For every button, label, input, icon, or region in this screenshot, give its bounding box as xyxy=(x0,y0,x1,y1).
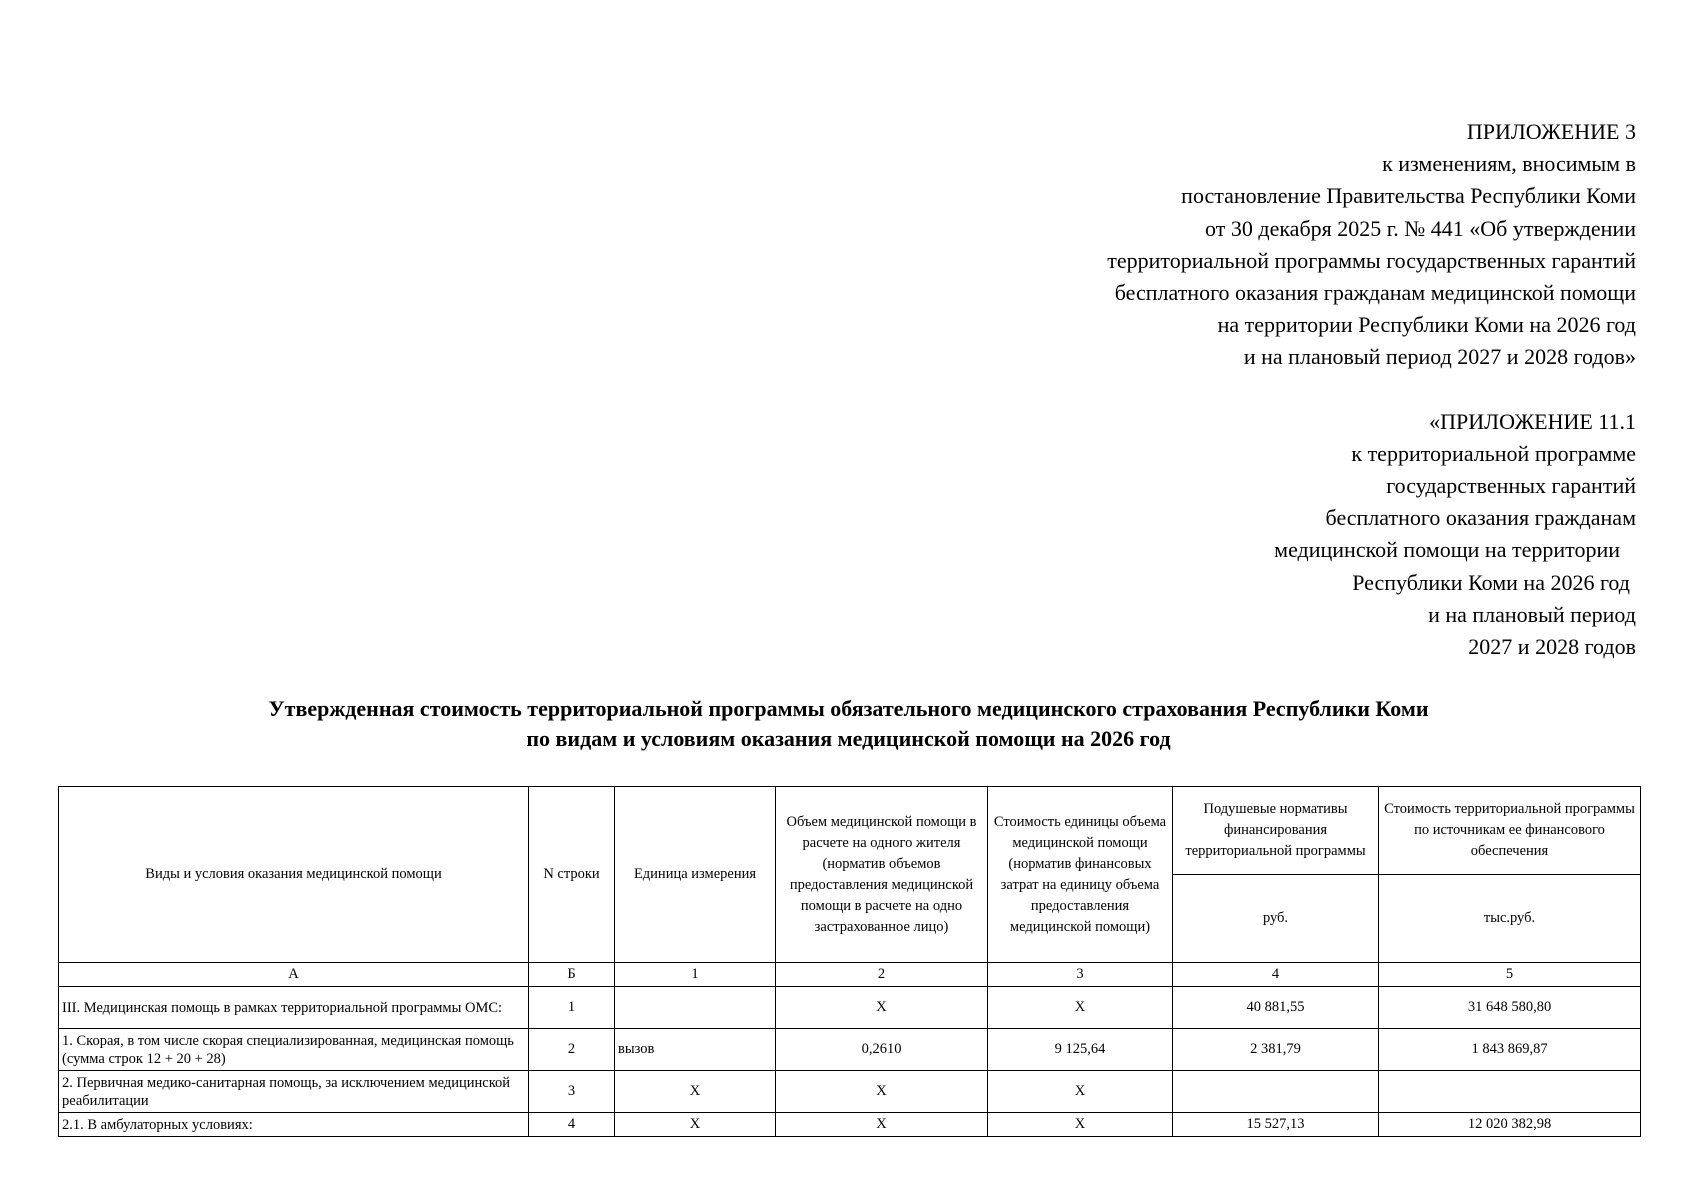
index-cell: 1 xyxy=(615,963,776,987)
row-number: 4 xyxy=(529,1113,615,1137)
header-types: Виды и условия оказания медицинской помощи xyxy=(59,787,529,963)
row-unit: Х xyxy=(615,1113,776,1137)
row-per-capita xyxy=(1173,1071,1379,1113)
row-unit: Х xyxy=(615,1071,776,1113)
sub-appendix-line: «ПРИЛОЖЕНИЕ 11.1 xyxy=(1429,408,1636,434)
sub-appendix-line: бесплатного оказания гражданам xyxy=(1325,505,1636,531)
appendix-line: от 30 декабря 2025 г. № 441 «Об утверждении xyxy=(1205,215,1636,241)
index-cell: 2 xyxy=(776,963,988,987)
row-label: 2. Первичная медико-санитарная помощь, за исключением медицинской реабилитации xyxy=(59,1071,529,1113)
row-per-capita: 2 381,79 xyxy=(1173,1029,1379,1071)
header-program-cost: Стоимость территориальной программы по источникам ее финансового обеспечения xyxy=(1379,787,1641,875)
title-line-2: по видам и условиям оказания медицинской помощи на 2026 год xyxy=(526,726,1171,751)
appendix-line: постановление Правительства Республики Коми xyxy=(1181,183,1636,209)
index-cell: 3 xyxy=(988,963,1173,987)
row-program-cost: 1 843 869,87 xyxy=(1379,1029,1641,1071)
sub-appendix-line: государственных гарантий xyxy=(1386,473,1636,499)
row-unit: вызов xyxy=(615,1029,776,1071)
row-program-cost: 31 648 580,80 xyxy=(1379,987,1641,1029)
appendix-line: на территории Республики Коми на 2026 год xyxy=(1217,312,1636,338)
sub-appendix-line: и на плановый период xyxy=(1428,601,1636,627)
index-cell: 5 xyxy=(1379,963,1641,987)
row-number: 3 xyxy=(529,1071,615,1113)
sub-appendix-line: медицинской помощи на территории xyxy=(1274,537,1620,563)
table-row xyxy=(59,1113,1641,1137)
row-number: 1 xyxy=(529,987,615,1029)
appendix-line: бесплатного оказания гражданам медицинской помощи xyxy=(1114,280,1636,306)
index-cell: А xyxy=(59,963,529,987)
header-row-no: N строки xyxy=(529,787,615,963)
row-unit-cost: Х xyxy=(988,1113,1173,1137)
row-volume: Х xyxy=(776,1113,988,1137)
table-row xyxy=(59,987,1641,1029)
header-per-capita-unit: руб. xyxy=(1173,875,1379,963)
row-program-cost xyxy=(1379,1071,1641,1113)
title-line-1: Утвержденная стоимость территориальной программы обязательного медицинского страхования Республики Коми xyxy=(268,696,1429,721)
row-program-cost: 12 020 382,98 xyxy=(1379,1113,1641,1137)
cost-table xyxy=(58,786,1641,1137)
row-per-capita: 15 527,13 xyxy=(1173,1113,1379,1137)
row-label: 1. Скорая, в том числе скорая специализированная, медицинская помощь (сумма строк 12 + 20 + 28) xyxy=(59,1029,529,1071)
header-unit-cost: Стоимость единицы объема медицинской помощи (норматив финансовых затрат на единицу объема предоставления медицинской помощи) xyxy=(988,787,1173,963)
row-volume: Х xyxy=(776,987,988,1029)
row-unit-cost: Х xyxy=(988,987,1173,1029)
sub-appendix-line: 2027 и 2028 годов xyxy=(1468,634,1636,660)
document-title xyxy=(0,694,1697,754)
appendix-line: ПРИЛОЖЕНИЕ 3 xyxy=(1466,119,1636,144)
row-unit-cost: Х xyxy=(988,1071,1173,1113)
row-label: III. Медицинская помощь в рамках территориальной программы ОМС: xyxy=(59,987,529,1029)
row-label: 2.1. В амбулаторных условиях: xyxy=(59,1113,529,1137)
spacer xyxy=(876,374,1636,406)
index-cell: Б xyxy=(529,963,615,987)
appendix-line: территориальной программы государственных гарантий xyxy=(1107,247,1636,273)
row-volume: 0,2610 xyxy=(776,1029,988,1071)
table-row xyxy=(59,1029,1641,1071)
row-number: 2 xyxy=(529,1029,615,1071)
appendix-line: и на плановый период 2027 и 2028 годов» xyxy=(1243,344,1636,370)
header-volume: Объем медицинской помощи в расчете на одного жителя (норматив объемов предоставления медицинской помощи в расчете на одно застрахованное лицо) xyxy=(776,787,988,963)
header-per-capita: Подушевые нормативы финансирования территориальной программы xyxy=(1173,787,1379,875)
appendix-header xyxy=(876,116,1636,663)
sub-appendix-line: к территориальной программе xyxy=(1351,440,1636,466)
index-cell: 4 xyxy=(1173,963,1379,987)
row-per-capita: 40 881,55 xyxy=(1173,987,1379,1029)
row-unit xyxy=(615,987,776,1029)
sub-appendix-line: Республики Коми на 2026 год xyxy=(1352,569,1630,595)
table-row xyxy=(59,1071,1641,1113)
row-volume: Х xyxy=(776,1071,988,1113)
header-program-cost-unit: тыс.руб. xyxy=(1379,875,1641,963)
appendix-line: к изменениям, вносимым в xyxy=(1382,151,1636,177)
row-unit-cost: 9 125,64 xyxy=(988,1029,1173,1071)
header-unit: Единица измерения xyxy=(615,787,776,963)
